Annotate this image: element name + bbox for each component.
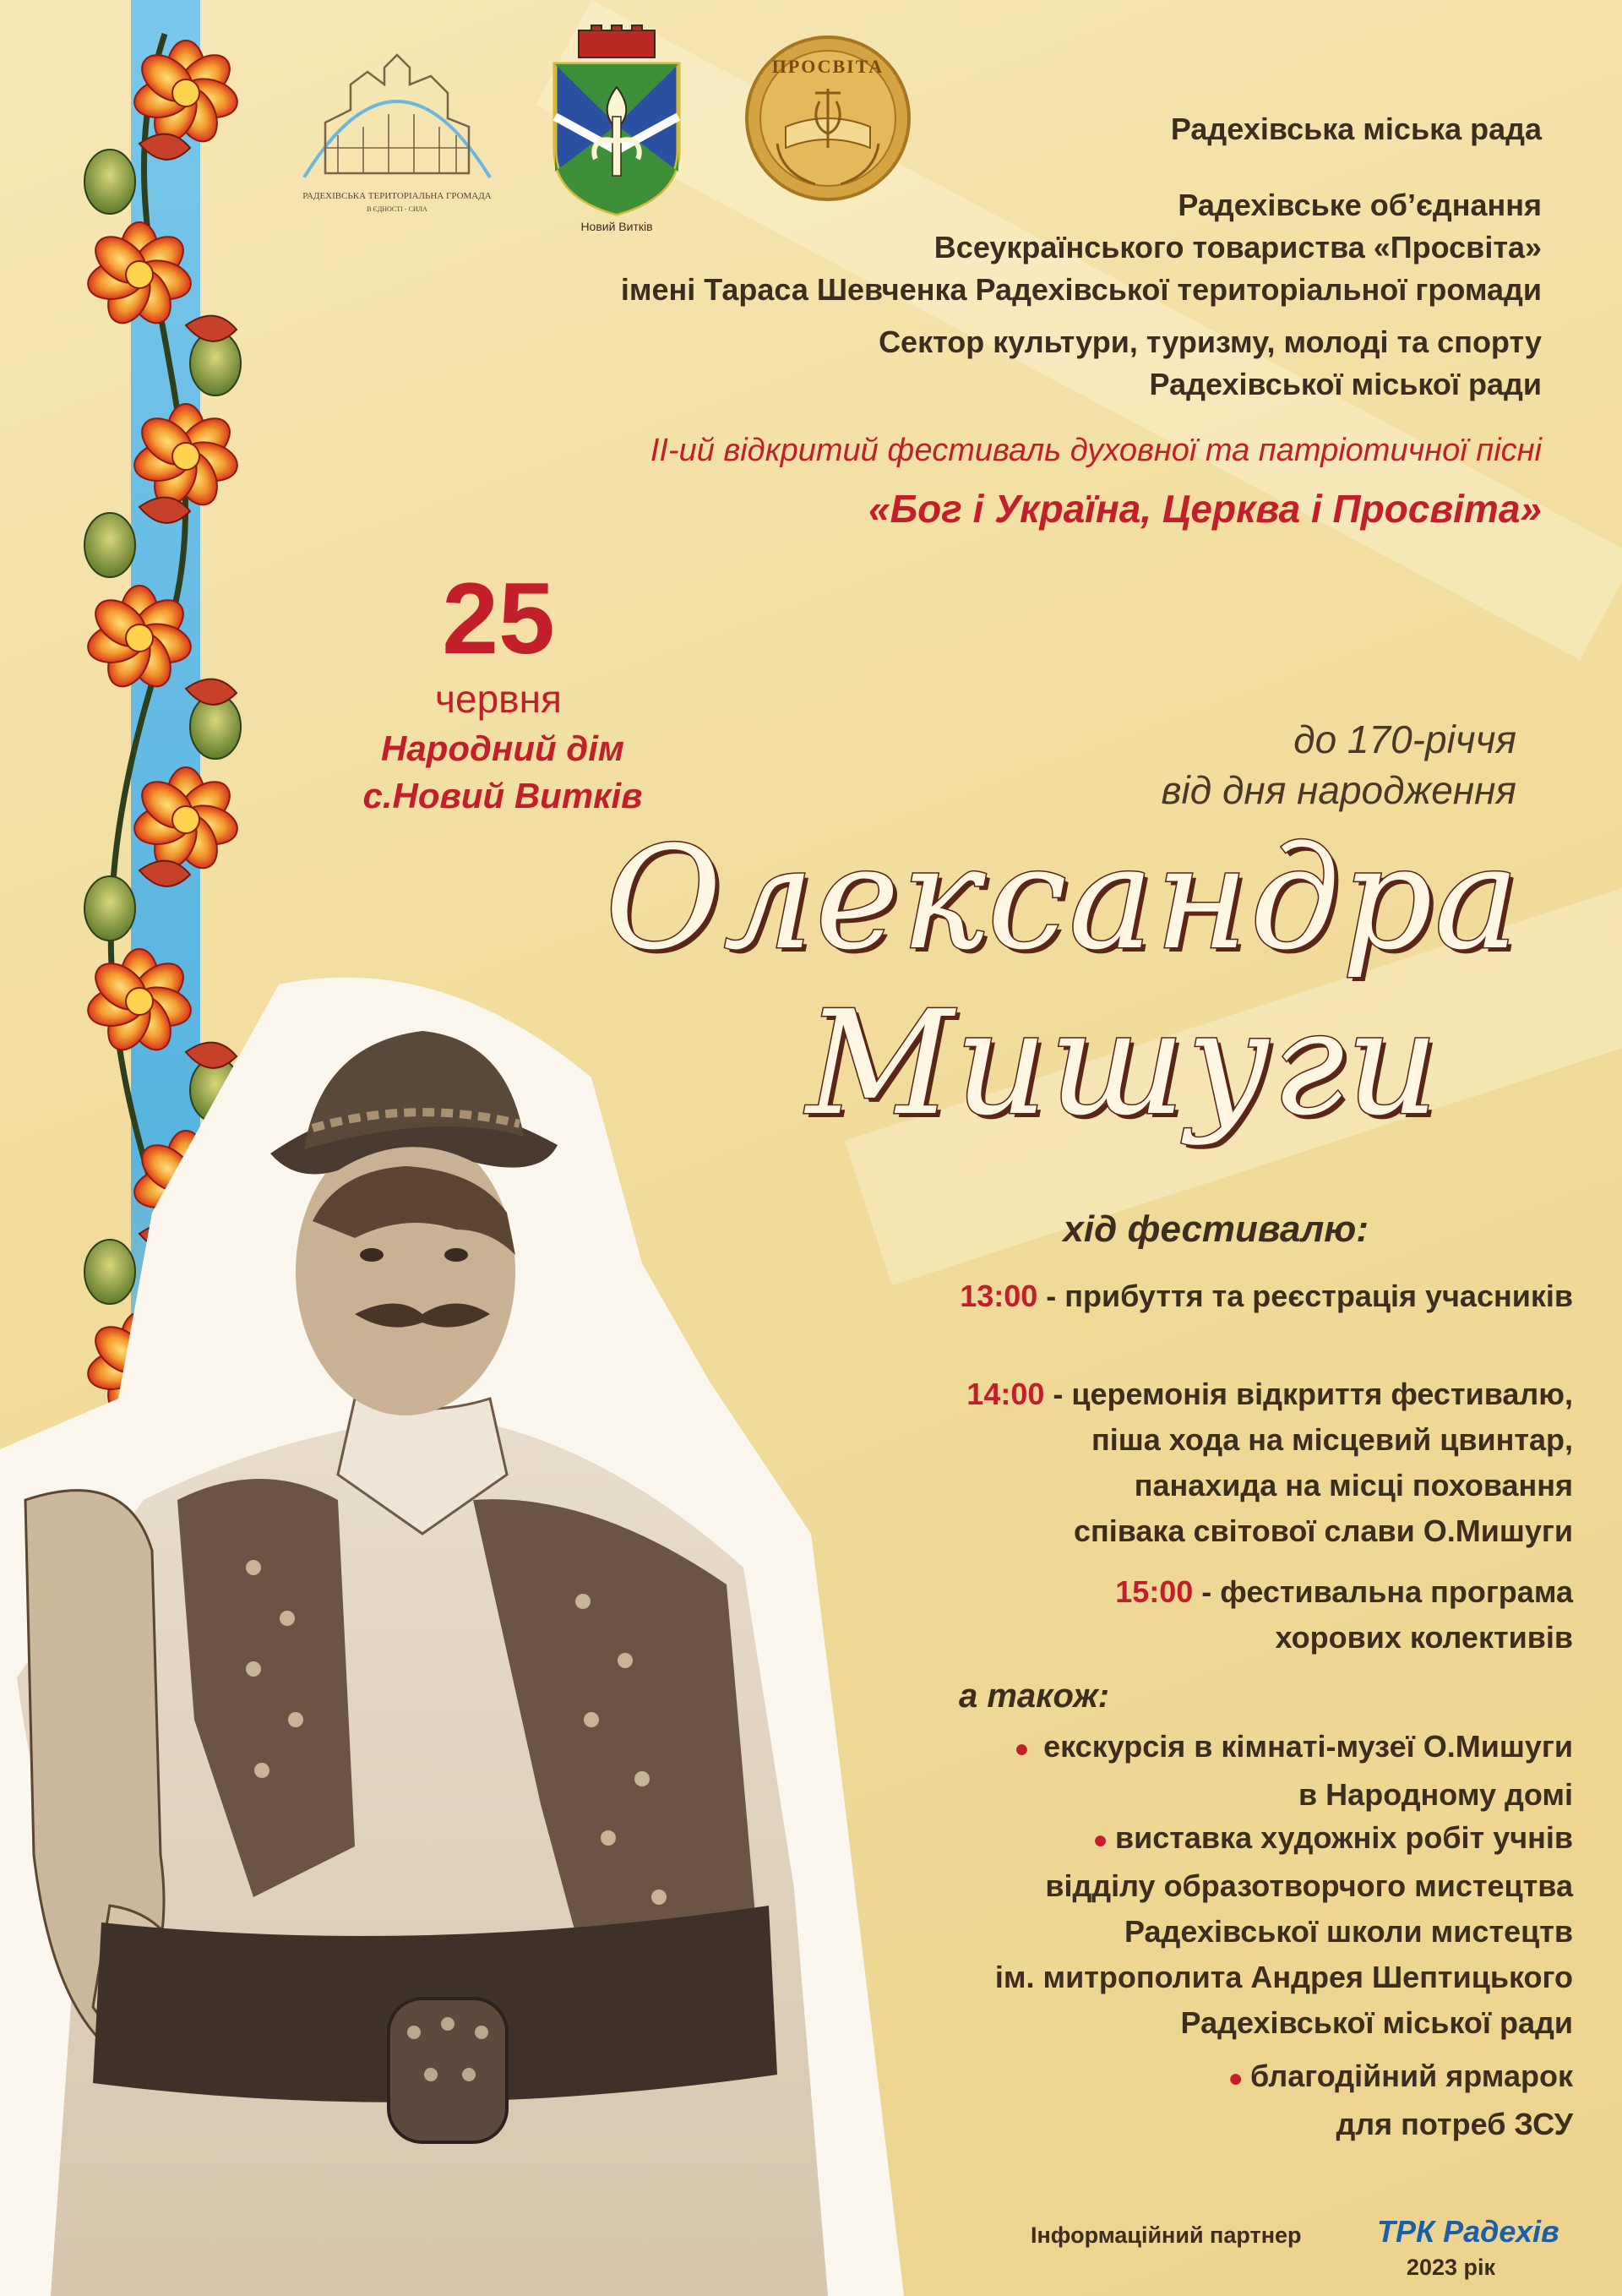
also-text: благодійний ярмарок — [1250, 2059, 1573, 2093]
also-item-line — [1228, 2053, 1573, 2102]
community-logo — [287, 34, 507, 228]
prosvita-caption: ПРОСВІТА — [771, 56, 884, 77]
schedule-text: співака світової слави О.Мишуги — [1073, 1513, 1573, 1548]
schedule-time: 14:00 — [966, 1377, 1045, 1411]
bullet-icon: ● — [1227, 2064, 1251, 2092]
schedule-title: хід фестивалю: — [1063, 1208, 1369, 1250]
name-first: Олександра — [605, 815, 1521, 981]
schedule-item-line — [1115, 1569, 1573, 1615]
prosvita-logo — [743, 34, 912, 203]
coat-of-arms — [545, 24, 689, 235]
portrait-photo — [0, 959, 904, 2296]
organizer-line-1: Радехівська міська рада — [1170, 112, 1542, 146]
organizer-line-3: Всеукраїнського товариства «Просвіта» — [933, 230, 1542, 265]
flower-motif — [131, 404, 242, 511]
organizer-line-4: імені Тараса Шевченка Радехівської територіальної громади — [620, 272, 1542, 307]
year: 2023 рік — [1406, 2255, 1495, 2280]
schedule-text: - прибуття та реєстрація учасників — [1037, 1279, 1573, 1313]
leaf-motif — [139, 861, 190, 886]
anniversary-line-1: до 170-річчя — [1293, 717, 1516, 761]
bud-motif — [84, 150, 135, 214]
organizer-line-6: Радехівської міської ради — [1149, 367, 1542, 401]
schedule-time: 15:00 — [1115, 1574, 1194, 1609]
bullet-icon: ● — [1092, 1826, 1115, 1854]
bullet-icon: ● — [1014, 1735, 1044, 1763]
schedule-item — [966, 1372, 1573, 1554]
partner-brand: ТРК Радехів — [1377, 2214, 1559, 2249]
schedule-item — [1115, 1569, 1573, 1661]
also-text: для потреб ЗСУ — [1336, 2107, 1573, 2141]
festival-title: ІІ-ий відкритий фестиваль духовної та патріотичної пісні — [650, 433, 1542, 468]
schedule-text: - фестивальна програма — [1193, 1574, 1573, 1609]
festival-name: «Бог і Україна, Церква і Просвіта» — [868, 487, 1542, 531]
venue-line-1: Народний дім — [380, 728, 624, 768]
schedule-item-line — [966, 1372, 1573, 1417]
also-item — [1228, 2053, 1573, 2147]
schedule-text: - церемонія відкриття фестивалю, — [1044, 1377, 1573, 1411]
venue — [338, 725, 667, 820]
schedule-time: 13:00 — [960, 1279, 1038, 1313]
bud-motif — [84, 876, 135, 941]
schedule-text: панахида на місці поховання — [1134, 1468, 1573, 1502]
date-day: 25 — [442, 562, 555, 675]
also-text: виставка художніх робіт учнів — [1114, 1820, 1573, 1855]
community-caption: РАДЕХІВСЬКА ТЕРИТОРІАЛЬНА ГРОМАДА — [302, 191, 492, 201]
schedule-item — [960, 1273, 1573, 1319]
partner-label: Інформаційний партнер — [1031, 2222, 1302, 2248]
flower-motif — [84, 222, 195, 330]
also-text: Радехівської міської ради — [1180, 2005, 1573, 2040]
anniversary-text — [1162, 714, 1516, 815]
also-item-line — [995, 1815, 1573, 1863]
schedule-text: піша хода на місцевий цвинтар, — [1091, 1422, 1573, 1457]
schedule-item-line — [960, 1273, 1573, 1319]
organizer-line-5: Сектор культури, туризму, молоді та спорту — [879, 324, 1542, 359]
venue-line-2: с.Новий Витків — [362, 776, 643, 815]
anniversary-line-2: від дня народження — [1161, 768, 1516, 812]
date-month: червня — [435, 677, 562, 721]
schedule-text: хорових колективів — [1275, 1620, 1573, 1655]
community-motto: В ЄДНОСТІ - СИЛА — [367, 205, 427, 213]
also-item-line — [1014, 1724, 1573, 1772]
also-text: відділу образотворчого мистецтва — [1045, 1868, 1573, 1903]
also-item — [1014, 1724, 1573, 1818]
also-text: ім. митрополита Андрея Шептицького — [994, 1960, 1573, 1994]
flower-motif — [131, 767, 242, 875]
organizer-line-2: Радехівське об’єднання — [1178, 188, 1542, 222]
also-text: в Народному домі — [1298, 1777, 1573, 1812]
also-text: Радехівської школи мистецтв — [1124, 1914, 1573, 1949]
name-last: Мишуги — [806, 980, 1440, 1148]
also-text: екскурсія в кімнаті-музеї О.Мишуги — [1043, 1729, 1573, 1764]
also-title: а також: — [959, 1677, 1110, 1715]
also-item — [995, 1815, 1573, 2046]
bud-motif — [84, 513, 135, 577]
coat-caption: Новий Витків — [580, 220, 653, 233]
